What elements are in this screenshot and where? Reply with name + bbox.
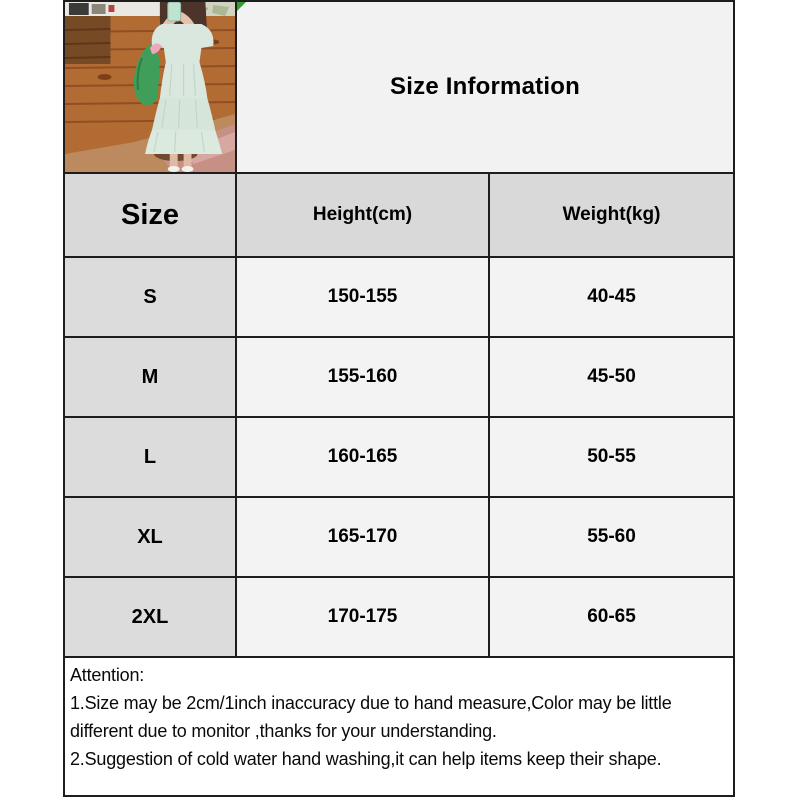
attention-box bbox=[65, 658, 733, 795]
row-s-size-label: S bbox=[65, 258, 235, 336]
row-s-height-value: 150-155 bbox=[237, 258, 488, 336]
row-2xl-weight-value: 60-65 bbox=[490, 578, 733, 656]
row-l-weight-value: 50-55 bbox=[490, 418, 733, 496]
size-chart-grid bbox=[63, 0, 735, 797]
row-m-size-label: M bbox=[65, 338, 235, 416]
attention-line-2: 2.Suggestion of cold water hand washing,it can help items keep their shape. bbox=[70, 749, 662, 769]
attention-heading: Attention: bbox=[70, 665, 145, 685]
product-photo-illustration bbox=[65, 2, 235, 172]
size-chart-sheet bbox=[63, 0, 735, 797]
row-2xl-height-value: 170-175 bbox=[237, 578, 488, 656]
row-xl-height-value: 165-170 bbox=[237, 498, 488, 576]
row-xl-size-label: XL bbox=[65, 498, 235, 576]
row-l-height-value: 160-165 bbox=[237, 418, 488, 496]
attention-line-1-cont: different due to monitor ,thanks for your understanding. bbox=[70, 721, 497, 741]
row-s-weight-value: 40-45 bbox=[490, 258, 733, 336]
green-corner-marker-icon bbox=[237, 2, 246, 11]
column-header-size: Size bbox=[65, 174, 235, 256]
row-l-size-label: L bbox=[65, 418, 235, 496]
attention-line-1: 1.Size may be 2cm/1inch inaccuracy due to hand measure,Color may be little bbox=[70, 693, 672, 713]
row-m-height-value: 155-160 bbox=[237, 338, 488, 416]
row-xl-weight-value: 55-60 bbox=[490, 498, 733, 576]
column-header-height: Height(cm) bbox=[237, 174, 488, 256]
page-title: Size Information bbox=[390, 73, 580, 100]
product-photo bbox=[65, 2, 235, 172]
title-cell bbox=[237, 2, 733, 172]
row-2xl-size-label: 2XL bbox=[65, 578, 235, 656]
column-header-weight: Weight(kg) bbox=[490, 174, 733, 256]
row-m-weight-value: 45-50 bbox=[490, 338, 733, 416]
